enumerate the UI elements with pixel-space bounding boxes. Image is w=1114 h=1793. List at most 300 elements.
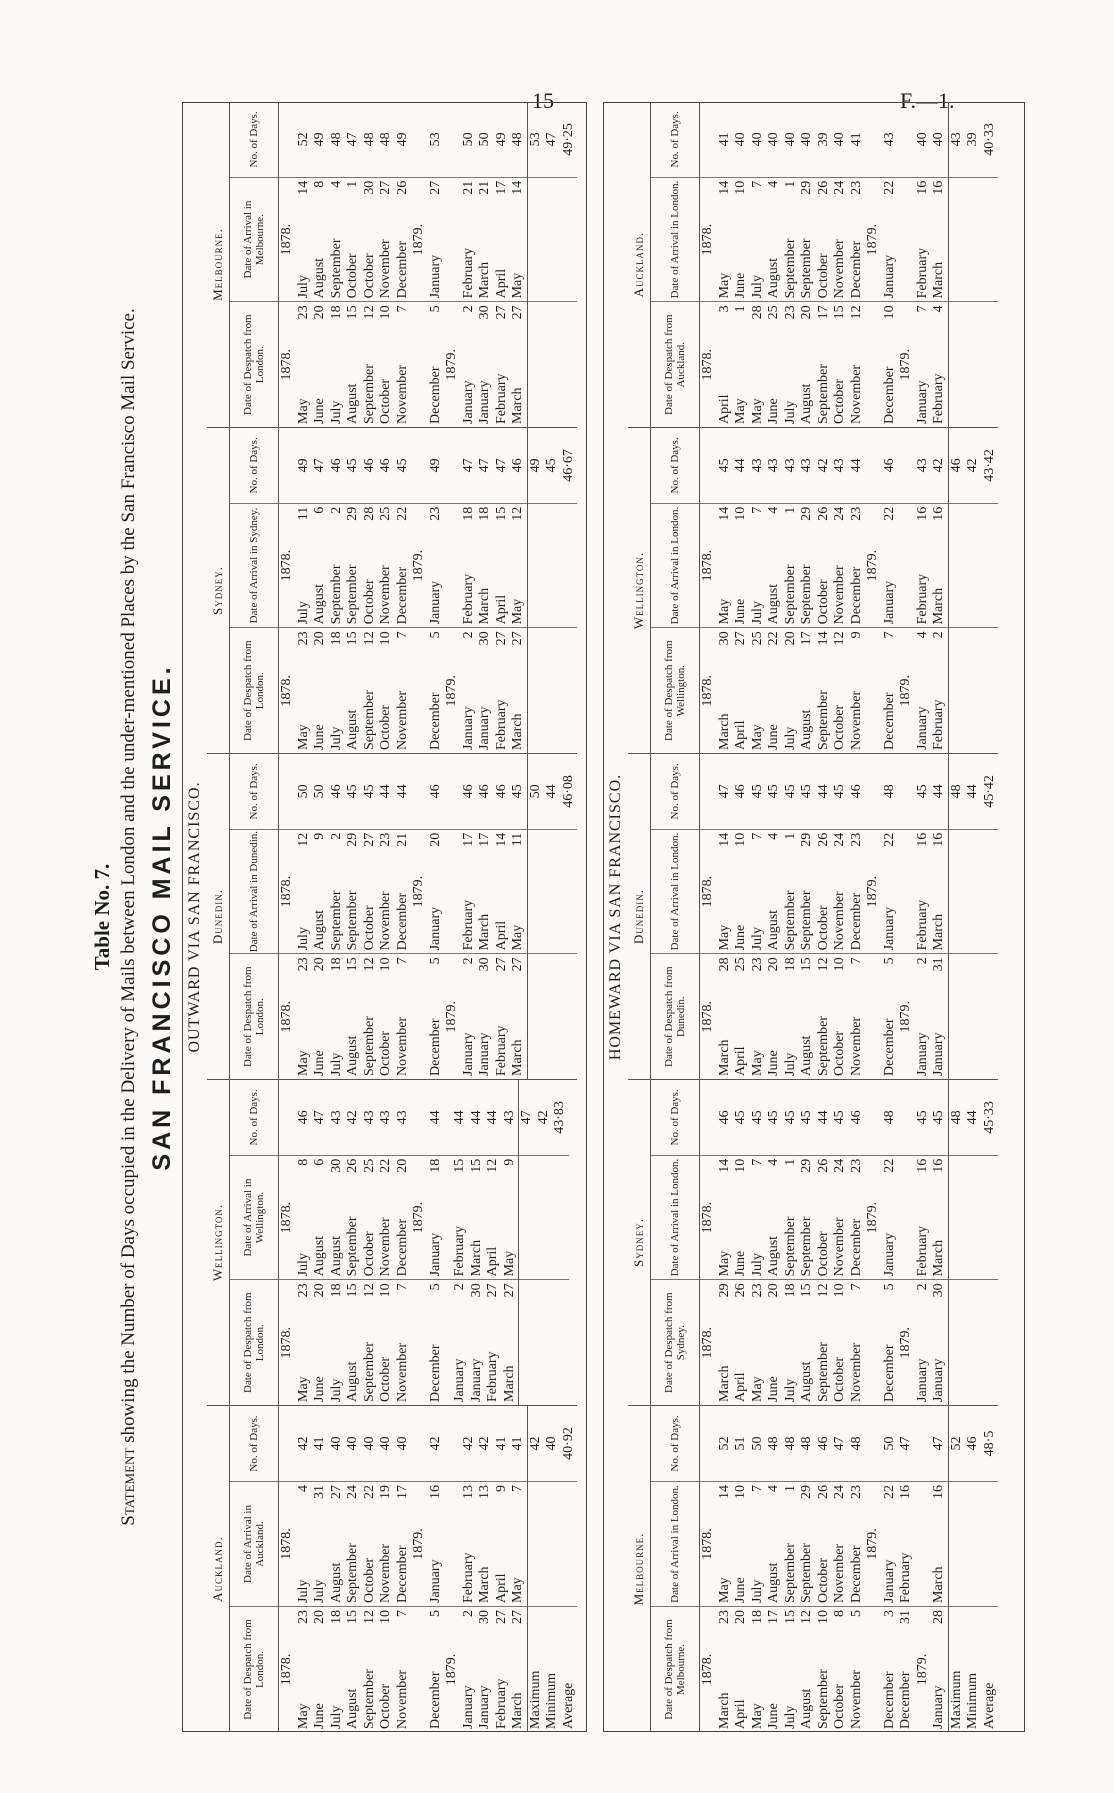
arrival-month: September — [799, 1216, 814, 1277]
table-row — [378, 428, 395, 753]
despatch-date-cell — [766, 302, 783, 427]
column-group-sydney — [628, 1080, 998, 1406]
arrival-day — [444, 507, 461, 527]
despatch-date-cell — [395, 1607, 412, 1732]
table-row — [898, 428, 915, 753]
arrival-month: May — [716, 1250, 732, 1277]
days-cell: 40 — [329, 1406, 346, 1482]
arrival-month: September — [799, 1543, 814, 1603]
table-row — [428, 1406, 445, 1732]
arrival-date-cell — [477, 830, 494, 955]
arrival-month: May — [716, 272, 732, 299]
arrival-day: 15 — [452, 1158, 467, 1173]
arrival-month: August — [766, 1235, 781, 1277]
days-cell: 47 — [494, 428, 511, 504]
days-cell: 46 — [510, 428, 527, 504]
days-cell: 45 — [395, 428, 412, 504]
table-row — [279, 1406, 296, 1732]
despatch-date-cell — [733, 1280, 750, 1405]
arrival-month: March — [477, 1566, 492, 1603]
summary-label-cell — [965, 302, 982, 427]
arrival-month: February — [452, 1225, 467, 1277]
days-cell: 43 — [832, 428, 849, 504]
despatch-date-cell — [428, 302, 445, 427]
days-cell: 45 — [915, 754, 932, 830]
arrival-day: 7 — [510, 1485, 525, 1492]
table-row — [444, 102, 461, 427]
despatch-day: 23 — [782, 305, 798, 320]
days-cell — [411, 1080, 428, 1156]
summary-label-cell — [561, 628, 578, 753]
arrival-month: January — [881, 254, 897, 299]
days-cell: 40 — [931, 102, 948, 178]
arrival-day: 18 — [477, 506, 492, 521]
arrival-date-cell — [750, 504, 767, 629]
arrival-day: 29 — [345, 506, 360, 521]
summary-row — [965, 1406, 982, 1732]
arrival-day: 24 — [832, 832, 847, 847]
arrival-day: 23 — [378, 832, 393, 847]
arrival-month: April — [493, 1573, 509, 1603]
despatch-month: March — [716, 1692, 732, 1729]
arrival-date-cell — [494, 178, 511, 303]
despatch-month: September — [361, 690, 377, 750]
arrival-month: August — [766, 257, 781, 299]
arrival-month: August — [766, 583, 781, 625]
arrival-month: September — [782, 1543, 798, 1603]
despatch-month: August — [799, 1361, 814, 1402]
days-cell: 49 — [395, 102, 412, 178]
days-cell: 46 — [849, 754, 866, 830]
table-row — [766, 428, 783, 753]
arrival-month: 1879. — [411, 1201, 426, 1234]
despatch-day: 20 — [312, 1283, 327, 1298]
column-header: Date of Arrival in London. — [651, 1482, 699, 1607]
arrival-month: March — [931, 261, 946, 299]
arrival-date-cell — [700, 830, 717, 955]
arrival-month: September — [328, 890, 344, 951]
arrival-day: 1 — [345, 180, 360, 188]
arrival-day: 26 — [815, 1158, 831, 1173]
despatch-month: May — [749, 1703, 765, 1729]
arrival-day: 26 — [815, 180, 831, 195]
arrival-month: March — [468, 1239, 484, 1277]
arrival-month: February — [914, 247, 930, 299]
arrival-day: 29 — [799, 832, 814, 847]
table-row — [750, 1080, 767, 1405]
table-row — [882, 754, 899, 1079]
despatch-day: 28 — [931, 1610, 946, 1624]
despatch-month: June — [766, 1050, 781, 1076]
despatch-month: September — [361, 364, 377, 424]
arrival-date-cell — [915, 178, 932, 303]
despatch-month — [411, 325, 428, 424]
arrival-day: 4 — [766, 1158, 781, 1166]
arrival-date-cell — [411, 178, 428, 303]
days-cell: 43 — [750, 428, 767, 504]
despatch-date-cell — [411, 1607, 428, 1732]
despatch-date-cell — [816, 628, 833, 753]
despatch-month — [865, 325, 882, 424]
arrival-date-cell — [395, 178, 412, 303]
group-heading: Melbourne. — [207, 102, 230, 427]
despatch-date-cell — [750, 302, 767, 427]
despatch-day: 23 — [295, 957, 311, 972]
despatch-day: 2 — [931, 631, 946, 639]
arrival-month: March — [931, 587, 946, 625]
arrival-date-cell — [766, 178, 783, 303]
table-row — [915, 102, 932, 427]
despatch-day: 7 — [881, 631, 897, 639]
table-row — [898, 102, 915, 427]
arrival-day: 10 — [733, 1158, 748, 1173]
summary-label-cell — [982, 954, 999, 1079]
arrival-date-cell — [296, 1156, 313, 1281]
despatch-date-cell — [428, 1280, 445, 1405]
arrival-date-cell — [865, 830, 882, 955]
despatch-month: April — [733, 720, 748, 750]
despatch-day: 17 — [815, 305, 831, 320]
summary-label-cell — [965, 954, 982, 1079]
arrival-day: 1 — [782, 832, 798, 840]
arrival-date-cell — [477, 1482, 494, 1607]
table-row — [510, 428, 527, 753]
despatch-date-cell — [461, 302, 478, 427]
arrival-date-cell — [849, 830, 866, 955]
arrival-date-cell — [733, 1156, 750, 1281]
table-row — [717, 102, 734, 427]
days-cell: 40 — [783, 102, 800, 178]
days-cell: 47 — [345, 102, 362, 178]
days-cell: 46 — [733, 754, 750, 830]
despatch-date-cell — [444, 954, 461, 1079]
despatch-month: 1879. — [898, 348, 913, 381]
summary-label-cell — [528, 302, 545, 427]
summary-label-cell — [544, 1607, 561, 1732]
table-row — [783, 1406, 800, 1732]
summary-blank-cell — [544, 504, 561, 629]
days-cell: 46 — [882, 428, 899, 504]
table-row — [750, 1406, 767, 1732]
days-cell — [700, 754, 717, 830]
arrival-month: February — [460, 899, 476, 951]
summary-row — [949, 102, 966, 427]
summary-row — [528, 428, 545, 753]
arrival-month: September — [799, 890, 814, 951]
arrival-month — [898, 853, 915, 951]
arrival-day: 14 — [493, 832, 509, 847]
despatch-day: 23 — [749, 957, 765, 972]
despatch-month: September — [815, 690, 831, 750]
summary-value: 42 — [536, 1080, 553, 1156]
table-row — [700, 754, 717, 1079]
summary-block — [948, 428, 999, 753]
despatch-date-cell — [444, 628, 461, 753]
arrival-month: October — [815, 579, 831, 625]
arrival-day: 16 — [931, 180, 946, 195]
table-number: Table No. 7. — [90, 863, 114, 971]
days-cell: 46 — [378, 428, 395, 504]
despatch-date-cell — [477, 302, 494, 427]
arrival-month — [898, 201, 915, 299]
arrival-date-cell — [395, 1482, 412, 1607]
despatch-date-cell — [700, 954, 717, 1079]
summary-row — [528, 754, 545, 1079]
despatch-date-cell — [849, 954, 866, 1079]
table-row — [461, 102, 478, 427]
summary-blank-cell — [949, 1482, 966, 1607]
arrival-month: July — [749, 927, 765, 951]
arrival-date-cell — [444, 1482, 461, 1607]
arrival-month: 1879. — [411, 875, 426, 908]
despatch-date-cell — [329, 1607, 346, 1732]
despatch-day: 17 — [799, 631, 814, 646]
arrival-day: 4 — [295, 1485, 311, 1492]
despatch-day: 15 — [782, 1610, 798, 1624]
days-cell: 43 — [799, 428, 816, 504]
despatch-date-cell — [428, 1607, 445, 1732]
arrival-month: August — [766, 1562, 781, 1603]
despatch-month: March — [510, 1692, 525, 1729]
despatch-day: 7 — [394, 305, 410, 313]
table-row — [329, 1406, 346, 1732]
summary-blank-cell — [561, 830, 578, 955]
arrival-month: February — [460, 247, 476, 299]
summary-label-cell — [982, 1607, 999, 1732]
despatch-date-cell — [378, 628, 395, 753]
despatch-month: September — [361, 1342, 377, 1402]
summary-blank-cell — [965, 830, 982, 955]
days-cell: 43 — [766, 428, 783, 504]
summary-value: 42 — [965, 428, 982, 504]
summary-blank-cell — [949, 1156, 966, 1281]
column-header: No. of Days. — [230, 102, 278, 178]
despatch-month: October — [832, 1356, 847, 1402]
days-cell: 45 — [783, 1080, 800, 1156]
despatch-day: 27 — [510, 631, 525, 646]
despatch-date-cell — [717, 628, 734, 753]
despatch-day: 5 — [427, 1283, 443, 1291]
arrival-day: 10 — [733, 506, 748, 521]
group-heading: Auckland. — [628, 102, 651, 427]
arrival-month — [444, 1179, 452, 1277]
arrival-day: 18 — [427, 1158, 443, 1173]
despatch-date-cell — [849, 1607, 866, 1732]
column-header: Date of Arrival in London. — [651, 178, 699, 303]
days-cell: 39 — [816, 102, 833, 178]
despatch-day: 15 — [799, 1283, 814, 1298]
days-cell: 48 — [882, 754, 899, 830]
arrival-day: 4 — [766, 180, 781, 188]
arrival-date-cell — [717, 1482, 734, 1607]
despatch-month: November — [848, 1342, 864, 1402]
arrival-month: June — [733, 1250, 748, 1277]
despatch-day: 20 — [312, 305, 327, 320]
arrival-day: 23 — [427, 506, 443, 521]
arrival-month: September — [782, 564, 798, 625]
despatch-day: 12 — [361, 1283, 377, 1298]
table-row — [700, 102, 717, 427]
arrival-day: 12 — [295, 832, 311, 847]
despatch-day: 3 — [881, 1610, 897, 1617]
table-row — [411, 754, 428, 1079]
arrival-date-cell — [411, 1482, 428, 1607]
despatch-month: February — [493, 1025, 509, 1076]
table-row — [395, 102, 412, 427]
despatch-month: November — [394, 1669, 410, 1729]
arrival-day: 23 — [848, 506, 864, 521]
arrival-date-cell — [411, 1156, 428, 1281]
arrival-day: 24 — [345, 1485, 360, 1499]
arrival-date-cell — [345, 1482, 362, 1607]
arrival-month: April — [485, 1246, 500, 1277]
table-row — [312, 428, 329, 753]
days-cell: 50 — [750, 1406, 767, 1482]
column-group-melbourne — [207, 102, 577, 428]
despatch-date-cell — [717, 302, 734, 427]
despatch-day — [411, 1610, 428, 1630]
despatch-month: July — [782, 726, 798, 750]
summary-label-cell — [561, 954, 578, 1079]
arrival-date-cell — [296, 504, 313, 629]
arrival-month: December — [848, 1545, 864, 1603]
arrival-day: 2 — [328, 506, 344, 514]
despatch-date-cell — [329, 1280, 346, 1405]
despatch-date-cell — [411, 954, 428, 1079]
table-row — [378, 1080, 395, 1405]
despatch-month: June — [766, 398, 781, 424]
arrival-day: 16 — [931, 1485, 946, 1499]
arrival-date-cell — [378, 504, 395, 629]
despatch-date-cell — [700, 302, 717, 427]
arrival-month: May — [716, 598, 732, 625]
summary-label-cell — [528, 1607, 545, 1732]
despatch-date-cell — [279, 628, 296, 753]
despatch-date-cell — [865, 302, 882, 427]
despatch-month: December — [427, 692, 443, 750]
summary-blank-cell — [982, 504, 999, 629]
despatch-month: July — [782, 1705, 798, 1729]
arrival-day: 16 — [931, 1158, 946, 1173]
despatch-month: July — [328, 1378, 344, 1402]
days-cell: 40 — [362, 1406, 379, 1482]
arrival-date-cell — [849, 178, 866, 303]
despatch-month: 1878. — [700, 1326, 715, 1359]
summary-blank-cell — [519, 1156, 536, 1281]
table-row — [931, 102, 948, 427]
arrival-month: March — [477, 913, 492, 951]
despatch-date-cell — [362, 302, 379, 427]
despatch-day: 1 — [733, 305, 748, 313]
arrival-day: 14 — [295, 180, 311, 195]
despatch-day: 25 — [766, 305, 781, 320]
column-group-wellington — [628, 428, 998, 754]
arrival-date-cell — [411, 830, 428, 955]
arrival-date-cell — [700, 504, 717, 629]
summary-block — [527, 1406, 578, 1732]
despatch-day: 20 — [312, 631, 327, 646]
despatch-date-cell — [816, 1607, 833, 1732]
despatch-month: January — [477, 1685, 492, 1729]
summary-blank-cell — [982, 1482, 999, 1607]
arrival-month: 1878. — [279, 1201, 294, 1234]
summary-row — [528, 102, 545, 427]
despatch-date-cell — [395, 628, 412, 753]
despatch-month: January — [460, 380, 476, 424]
despatch-month: December — [427, 1344, 443, 1402]
arrival-date-cell — [312, 1156, 329, 1281]
arrival-date-cell — [362, 1156, 379, 1281]
despatch-day — [865, 631, 882, 651]
days-cell: 44 — [931, 754, 948, 830]
arrival-month: 1879. — [411, 223, 426, 256]
table-row — [915, 1080, 932, 1405]
despatch-date-cell — [799, 1607, 816, 1732]
days-cell: 47 — [832, 1406, 849, 1482]
summary-label-cell — [536, 1280, 553, 1405]
days-cell: 50 — [296, 754, 313, 830]
summary-row — [949, 754, 966, 1079]
summary-label-cell — [949, 302, 966, 427]
arrival-month: September — [328, 238, 344, 299]
summary-value: 46 — [949, 428, 966, 504]
arrival-month: July — [295, 275, 311, 299]
column-headers — [230, 428, 279, 753]
despatch-date-cell — [832, 1607, 849, 1732]
despatch-date-cell — [502, 1280, 519, 1405]
despatch-day: 29 — [716, 1283, 732, 1298]
arrival-date-cell — [296, 178, 313, 303]
despatch-day: 26 — [733, 1283, 748, 1298]
despatch-month: December — [881, 1344, 897, 1402]
table-row — [469, 1080, 486, 1405]
summary-blank-cell — [965, 504, 982, 629]
arrival-month: March — [931, 1566, 946, 1603]
despatch-day — [411, 631, 428, 651]
despatch-date-cell — [510, 628, 527, 753]
despatch-day: 30 — [468, 1283, 484, 1298]
arrival-date-cell — [312, 178, 329, 303]
table-row — [312, 754, 329, 1079]
despatch-month: 1878. — [279, 348, 294, 381]
table-row — [411, 1080, 428, 1405]
column-header: Date of Despatch from Sydney. — [663, 1292, 687, 1393]
arrival-month — [898, 1179, 915, 1277]
table-row — [329, 754, 346, 1079]
days-cell: 48 — [766, 1406, 783, 1482]
despatch-date-cell — [799, 954, 816, 1079]
days-cell: 46 — [329, 428, 346, 504]
table-row — [312, 1406, 329, 1732]
arrival-month: October — [345, 253, 360, 299]
summary-row — [544, 1406, 561, 1732]
arrival-day: 23 — [848, 832, 864, 847]
summary-row — [544, 102, 561, 427]
arrival-month — [898, 527, 915, 625]
arrival-day: 7 — [749, 506, 765, 514]
days-cell — [865, 1080, 882, 1156]
arrival-month: September — [782, 890, 798, 951]
table-row — [700, 1406, 717, 1732]
column-header: Date of Arrival in Sydney. — [230, 504, 278, 629]
despatch-month: May — [295, 398, 311, 424]
days-cell: 44 — [428, 1080, 445, 1156]
days-cell — [700, 1406, 717, 1482]
summary-label-cell — [949, 1607, 966, 1732]
summary-label-cell — [949, 954, 966, 1079]
statement-lead: Statement — [118, 1447, 139, 1526]
arrival-month: September — [782, 1216, 798, 1277]
